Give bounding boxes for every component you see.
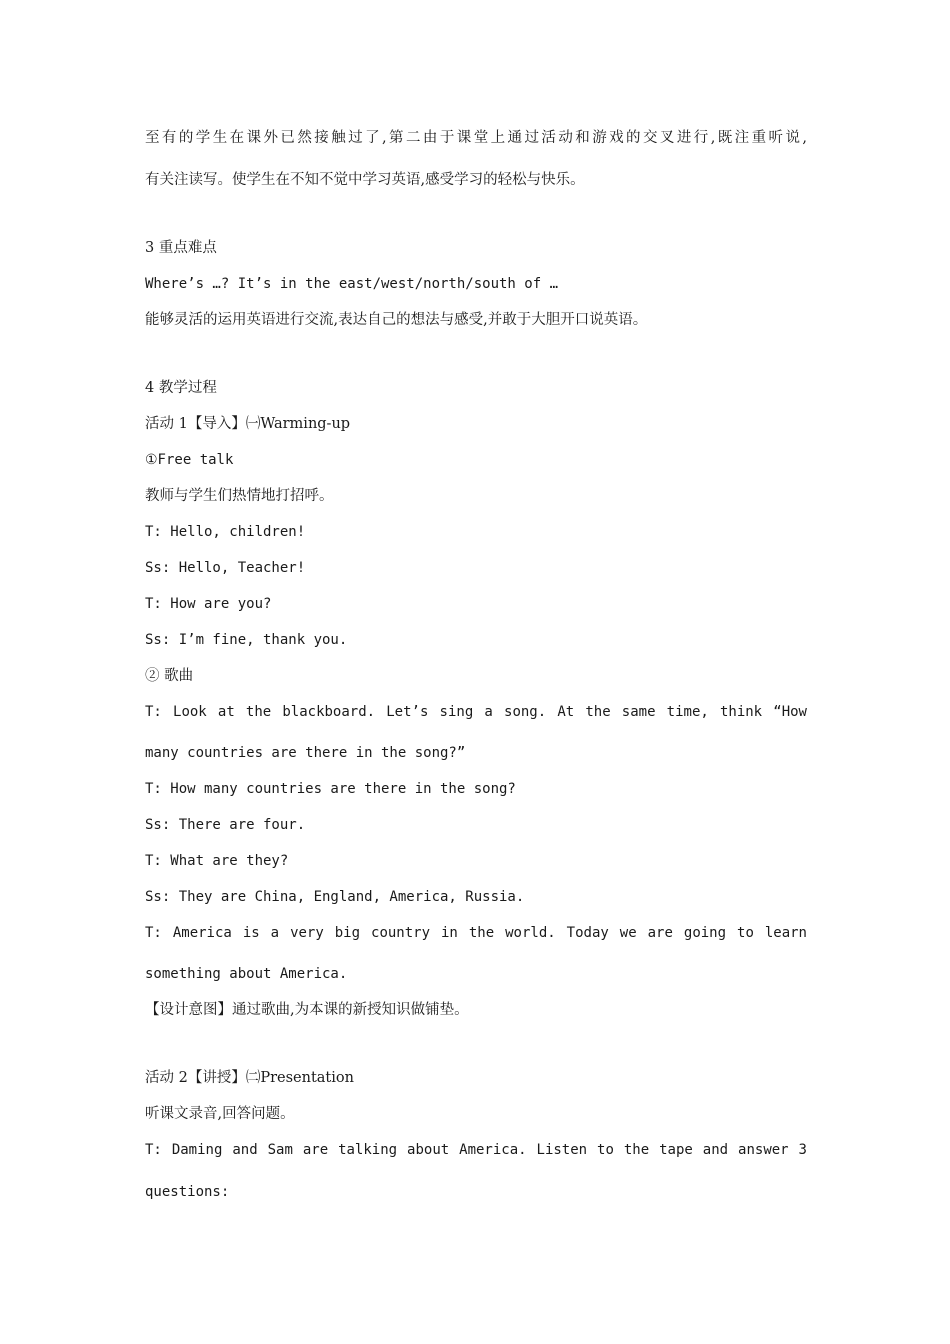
dialogue-line: T: Daming and Sam are talking about America. Listen to the tape and answer 3 xyxy=(145,1142,807,1158)
key-goal: 能够灵活的运用英语进行交流,表达自己的想法与感受,并敢于大胆开口说英语。 xyxy=(145,312,648,328)
intro-line-2: 有关注读写。使学生在不知不觉中学习英语,感受学习的轻松与快乐。 xyxy=(145,172,585,188)
dialogue-line: T: How are you? xyxy=(145,596,272,612)
intro-line-1: 至有的学生在课外已然接触过了,第二由于课堂上通过活动和游戏的交叉进行,既注重听说, xyxy=(145,130,807,146)
dialogue-line: Ss: Hello, Teacher! xyxy=(145,560,306,576)
dialogue-line: Ss: There are four. xyxy=(145,817,306,833)
dialogue-line: T: America is a very big country in the world. Today we are going to learn xyxy=(145,925,807,941)
dialogue-line: T: Look at the blackboard. Let’s sing a song. At the same time, think “How xyxy=(145,704,807,720)
dialogue-line: T: Hello, children! xyxy=(145,524,306,540)
dialogue-line: Ss: They are China, England, America, Russia. xyxy=(145,889,525,905)
key-sentence-pattern: Where’s …? It’s in the east/west/north/south of … xyxy=(145,276,559,292)
dialogue-line: Ss: I’m fine, thank you. xyxy=(145,632,348,648)
activity-1-title: 活动 1【导入】㈠Warming-up xyxy=(145,416,351,432)
dialogue-line: many countries are there in the song?” xyxy=(145,745,466,761)
activity-2-title: 活动 2【讲授】㈡Presentation xyxy=(145,1070,354,1086)
section-3-heading: 3 重点难点 xyxy=(145,240,217,256)
listen-description: 听课文录音,回答问题。 xyxy=(145,1106,295,1122)
design-intent: 【设计意图】通过歌曲,为本课的新授知识做铺垫。 xyxy=(145,1002,469,1018)
greeting-description: 教师与学生们热情地打招呼。 xyxy=(145,488,334,504)
song-label: ② 歌曲 xyxy=(145,668,194,684)
dialogue-line: questions: xyxy=(145,1184,230,1200)
dialogue-line: something about America. xyxy=(145,966,348,982)
dialogue-line: T: What are they? xyxy=(145,853,289,869)
dialogue-line: T: How many countries are there in the song? xyxy=(145,781,516,797)
free-talk-label: ①Free talk xyxy=(145,452,234,468)
section-4-heading: 4 教学过程 xyxy=(145,380,217,396)
